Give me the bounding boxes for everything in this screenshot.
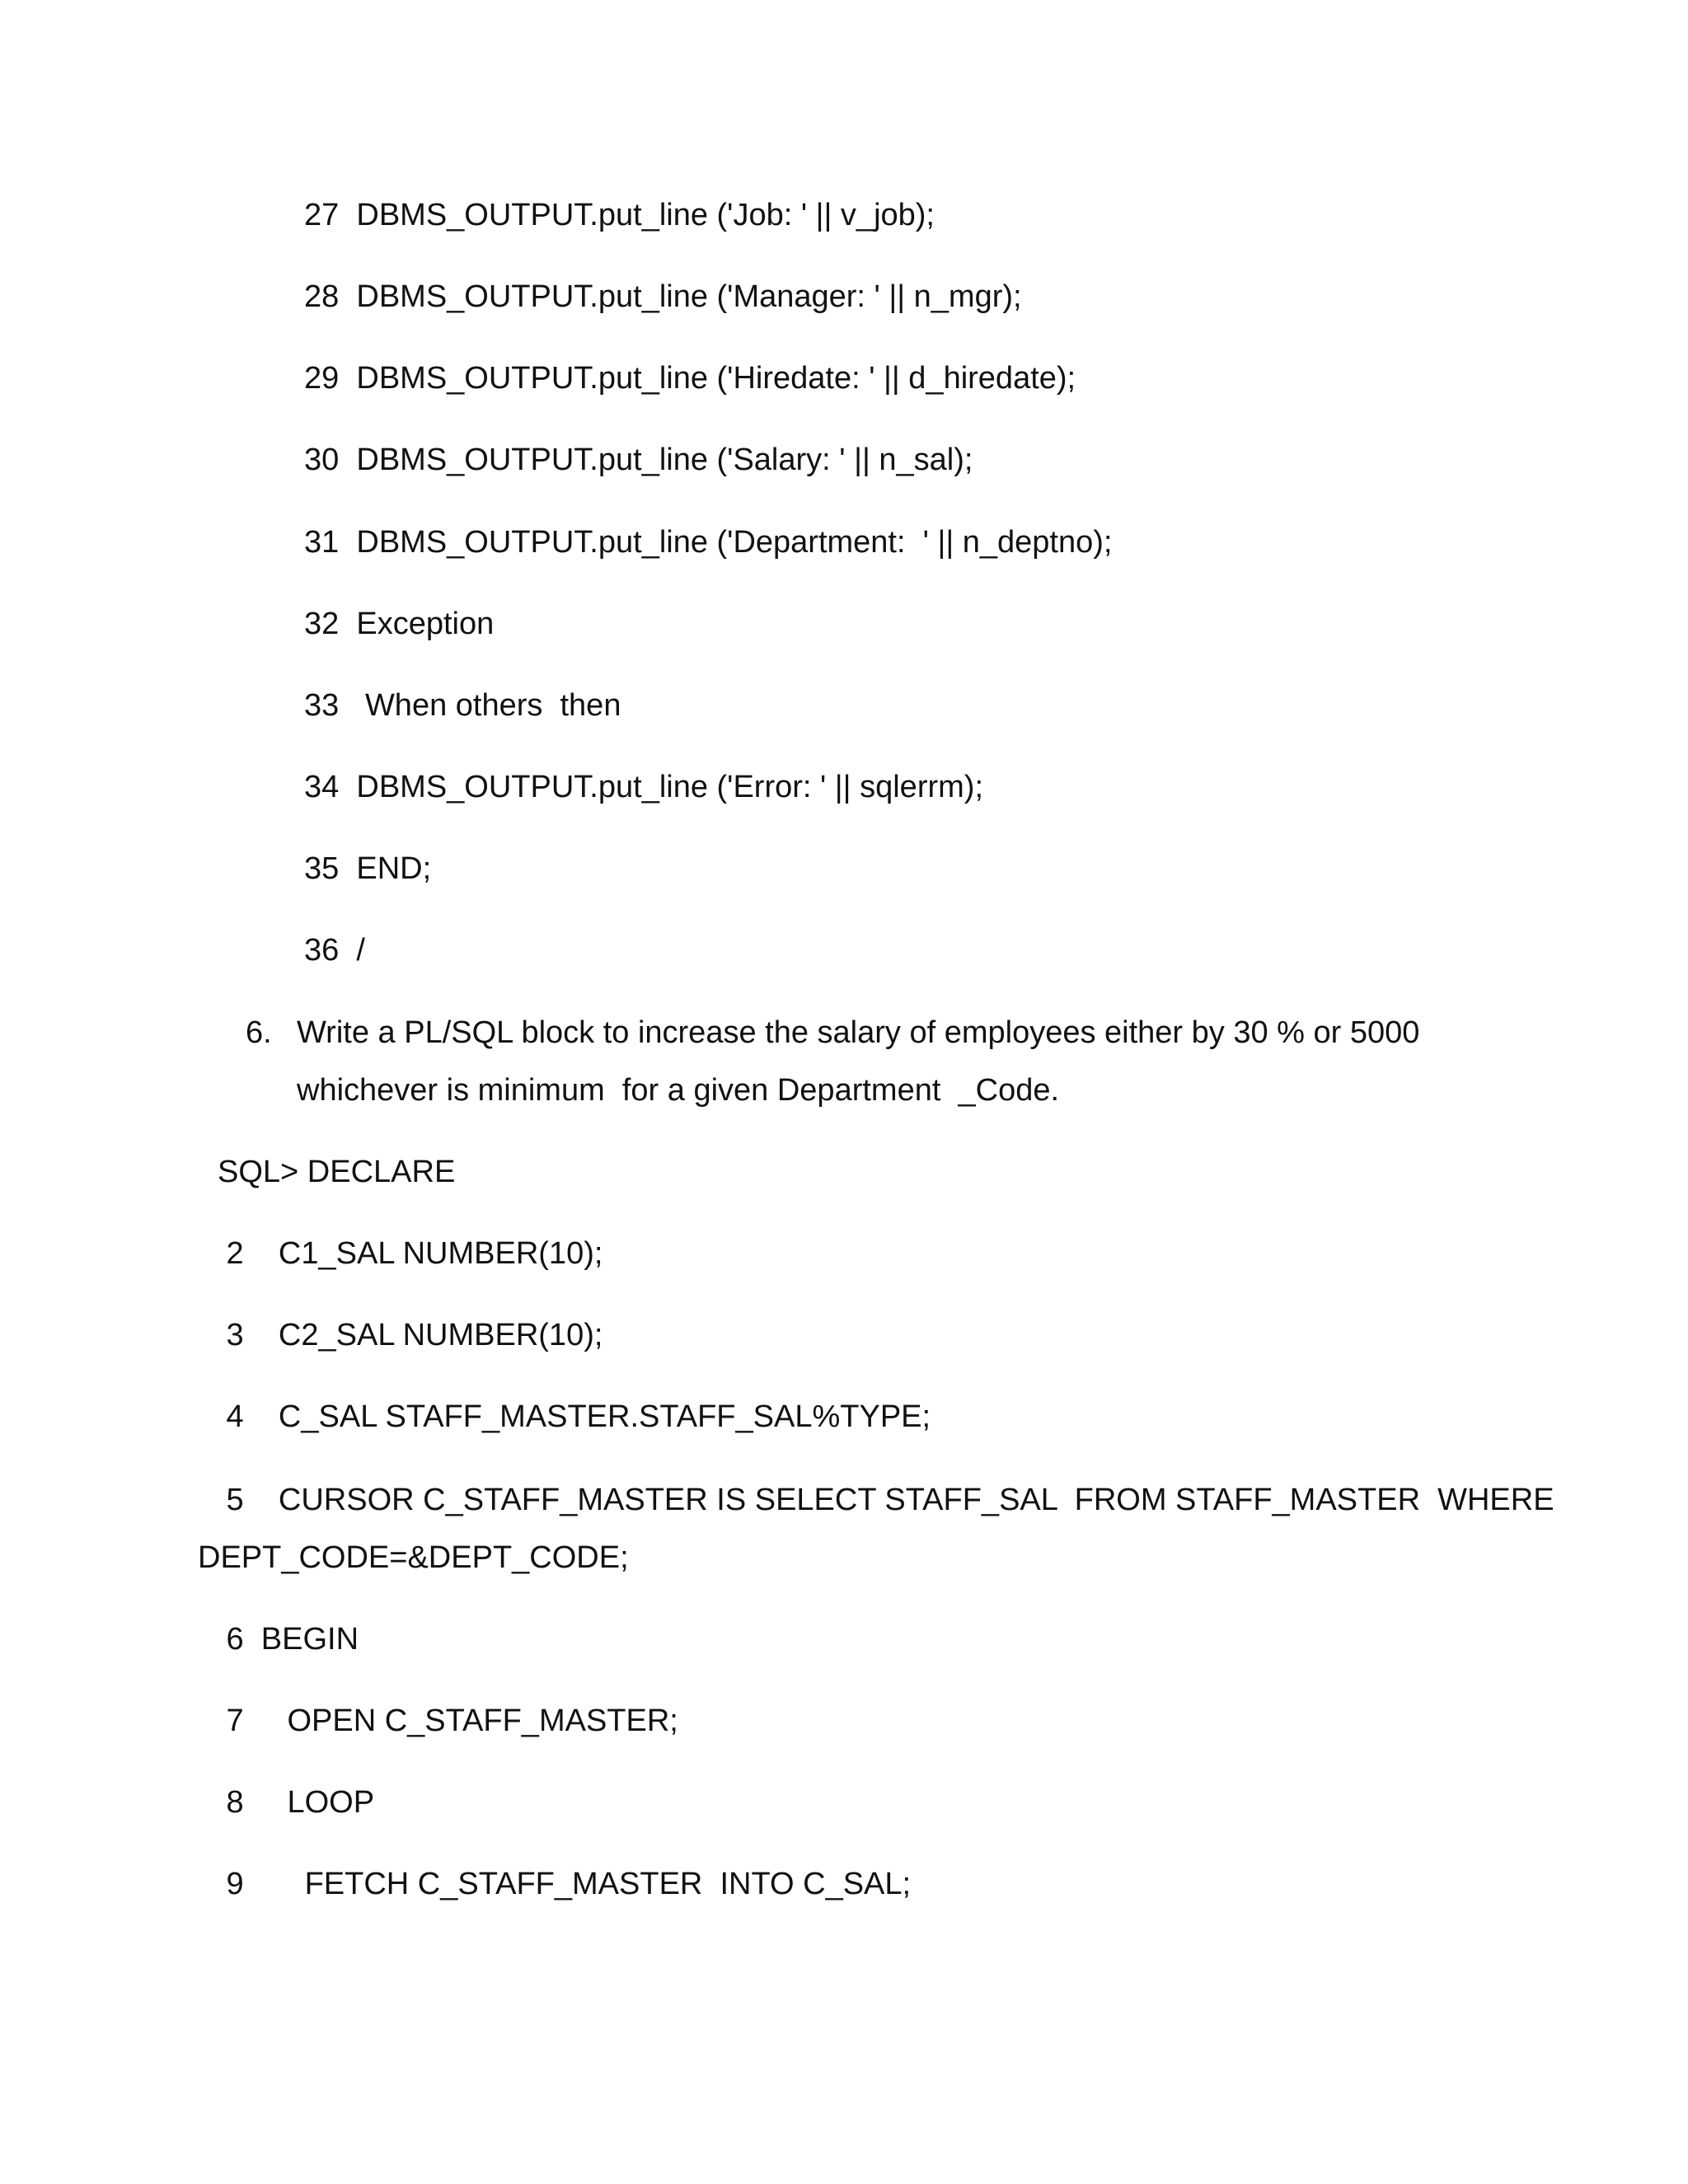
- code-line-34: 34 DBMS_OUTPUT.put_line ('Error: ' || sqlerrm);: [304, 770, 983, 804]
- code-line-28: 28 DBMS_OUTPUT.put_line ('Manager: ' || n_mgr);: [304, 279, 1022, 314]
- question-text-line-2: whichever is minimum for a given Department _Code.: [297, 1073, 1060, 1108]
- code-line-5-continued: DEPT_CODE=&DEPT_CODE;: [198, 1540, 629, 1575]
- code-line-35: 35 END;: [304, 851, 432, 886]
- code-line-9: 9 FETCH C_STAFF_MASTER INTO C_SAL;: [218, 1867, 912, 1901]
- question-number: 6.: [246, 1015, 272, 1050]
- code-line-6: 6 BEGIN: [218, 1622, 359, 1657]
- code-line-5: 5 CURSOR C_STAFF_MASTER IS SELECT STAFF_SAL FROM STAFF_MASTER WHERE: [218, 1483, 1554, 1517]
- code-line-27: 27 DBMS_OUTPUT.put_line ('Job: ' || v_job);: [304, 198, 935, 232]
- code-line-7: 7 OPEN C_STAFF_MASTER;: [218, 1704, 678, 1738]
- question-text-line-1: Write a PL/SQL block to increase the salary of employees either by 30 % or 5000: [297, 1015, 1420, 1050]
- code-line-32: 32 Exception: [304, 607, 495, 641]
- code-line-8: 8 LOOP: [218, 1785, 375, 1820]
- code-line-2: 2 C1_SAL NUMBER(10);: [218, 1236, 603, 1271]
- code-line-29: 29 DBMS_OUTPUT.put_line ('Hiredate: ' || d_hiredate);: [304, 361, 1076, 396]
- code-line-31: 31 DBMS_OUTPUT.put_line ('Department: ' || n_deptno);: [304, 525, 1113, 560]
- code-line-4: 4 C_SAL STAFF_MASTER.STAFF_SAL%TYPE;: [218, 1399, 931, 1434]
- sql-declare-line: SQL> DECLARE: [218, 1155, 456, 1189]
- code-line-36: 36 /: [304, 933, 365, 968]
- code-line-30: 30 DBMS_OUTPUT.put_line ('Salary: ' || n_sal);: [304, 443, 973, 477]
- code-line-33: 33 When others then: [304, 688, 621, 723]
- code-line-3: 3 C2_SAL NUMBER(10);: [218, 1318, 603, 1352]
